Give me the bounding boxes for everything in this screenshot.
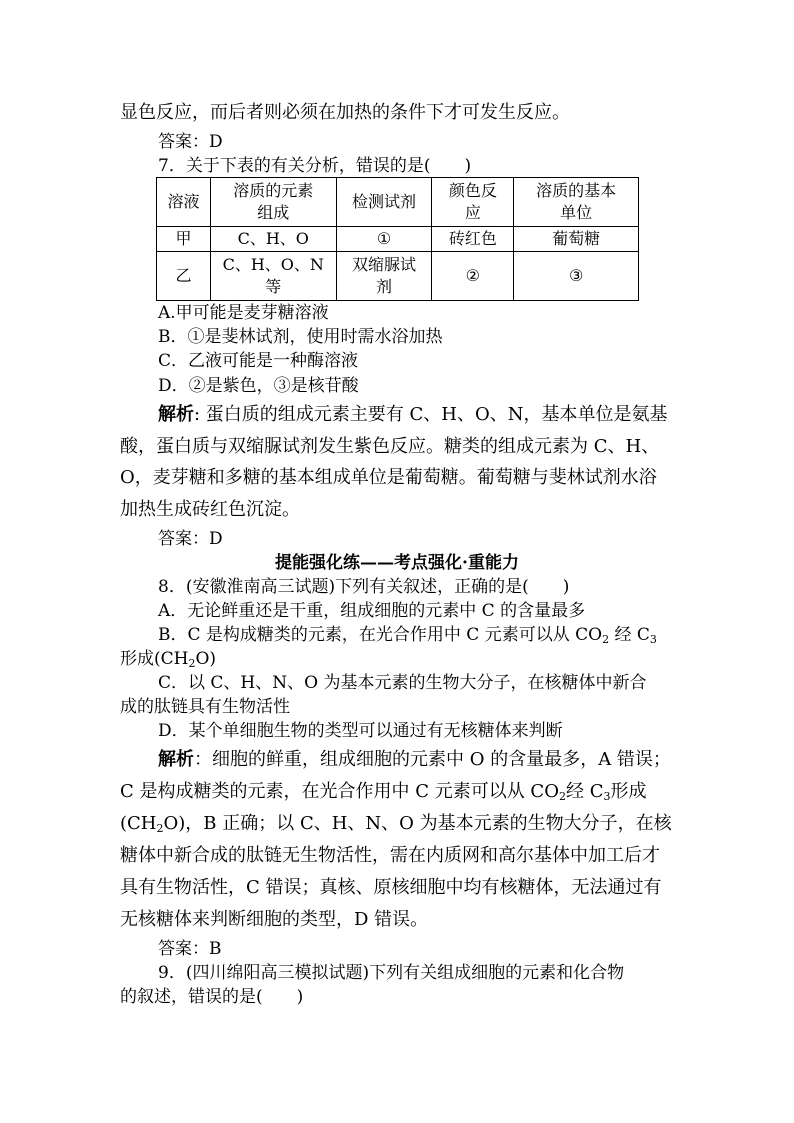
explanation-line <box>120 780 646 804</box>
option-text: 形成(CH <box>120 649 189 669</box>
explanation-text: : 蛋白质的组成元素主要有 C、H、O、N，基本单位是氨基 <box>194 404 668 425</box>
table-header-cell: 检测试剂 <box>336 178 432 227</box>
table-cell: C、H、O <box>210 227 336 252</box>
explanation-line <box>120 812 672 836</box>
option-d: D．②是紫色，③是核苷酸 <box>158 376 359 396</box>
explanation-label: 解析 <box>158 404 194 425</box>
option-c: C．乙液可能是一种酶溶液 <box>158 351 359 371</box>
option-text: 经 C <box>609 625 650 645</box>
question-8: 8．(安徽淮南高三试题)下列有关叙述，正确的是( ) <box>158 577 570 597</box>
table-header-cell: 溶质的基本 单位 <box>514 178 639 227</box>
table-header-row <box>157 178 639 227</box>
option-c: C．以 C、H、N、O 为基本元素的生物大分子，在核糖体中新合 <box>158 673 647 693</box>
subscript: 2 <box>156 822 164 835</box>
subscript: 3 <box>603 790 611 803</box>
option-text: B．C 是构成糖类的元素，在光合作用中 C 元素可以从 CO <box>158 625 603 645</box>
subscript: 2 <box>558 790 566 803</box>
table-cell: 葡萄糖 <box>514 227 639 252</box>
subscript: 2 <box>602 633 610 646</box>
question-9-cont: 的叙述，错误的是( ) <box>120 987 304 1007</box>
table-cell: 乙 <box>157 252 211 301</box>
option-c-cont: 成的肽链具有生物活性 <box>120 697 290 717</box>
table-header-cell: 溶液 <box>157 178 211 227</box>
explanation-line <box>158 748 671 772</box>
option-b: B．①是斐林试剂，使用时需水浴加热 <box>158 327 443 347</box>
option-a: A．无论鲜重还是干重，组成细胞的元素中 C 的含量最多 <box>158 601 586 621</box>
explanation-line: 具有生物活性，C 错误；真核、原核细胞中均有核糖体，无法通过有 <box>120 877 662 898</box>
table-cell: 砖红色 <box>432 227 514 252</box>
option-b <box>158 623 657 647</box>
table-header-cell: 颜色反 应 <box>432 178 514 227</box>
subscript: 2 <box>188 657 196 670</box>
question-7: 7．关于下表的有关分析，错误的是( ) <box>158 156 472 176</box>
section-heading: 提能强化练——考点强化·重能力 <box>275 553 519 573</box>
explanation-text: ：细胞的鲜重，组成细胞的元素中 O 的含量最多，A 错误； <box>194 749 671 770</box>
subscript: 3 <box>649 633 657 646</box>
table-cell: C、H、O、N 等 <box>210 252 336 301</box>
explanation-text: C 是构成糖类的元素，在光合作用中 C 元素可以从 CO <box>120 781 559 802</box>
option-a: A.甲可能是麦芽糖溶液 <box>158 303 329 323</box>
table-cell: 双缩脲试 剂 <box>336 252 432 301</box>
explanation-text: (CH <box>120 813 157 834</box>
question-9: 9．(四川绵阳高三模拟试题)下列有关组成细胞的元素和化合物 <box>158 963 625 983</box>
explanation-text: 形成 <box>610 781 647 802</box>
table-cell: 甲 <box>157 227 211 252</box>
explanation-line: 加热生成砖红色沉淀。 <box>120 499 300 520</box>
explanation-line <box>158 403 667 427</box>
explanation-line: 无核糖体来判断细胞的类型，D 错误。 <box>120 909 429 930</box>
table-header-cell: 溶质的元素 组成 <box>210 178 336 227</box>
table-row <box>157 252 639 301</box>
table-row <box>157 227 639 252</box>
table-cell: ③ <box>514 252 639 301</box>
explanation-text: 经 C <box>565 781 604 802</box>
explanation-text: O)，B 正确；以 C、H、N、O 为基本元素的生物大分子，在核 <box>163 813 672 834</box>
explanation-line: 酸，蛋白质与双缩脲试剂发生紫色反应。糖类的组成元素为 C、H、 <box>120 436 660 457</box>
answer-line: 答案：D <box>158 132 223 152</box>
table-cell: ① <box>336 227 432 252</box>
answer-line: 答案：B <box>158 939 222 959</box>
option-text: O) <box>195 649 217 669</box>
analysis-table <box>156 177 639 301</box>
option-b-cont <box>120 647 216 671</box>
explanation-line: 糖体中新合成的肽链无生物活性，需在内质网和高尔基体中加工后才 <box>120 845 660 866</box>
answer-line: 答案：D <box>158 529 223 549</box>
option-d: D．某个单细胞生物的类型可以通过有无核糖体来判断 <box>158 721 563 741</box>
explanation-line: O，麦芽糖和多糖的基本组成单位是葡萄糖。葡萄糖与斐林试剂水浴 <box>120 467 657 488</box>
text-line: 显色反应，而后者则必须在加热的条件下才可发生反应。 <box>120 102 570 123</box>
explanation-label: 解析 <box>158 749 194 770</box>
table-cell: ② <box>432 252 514 301</box>
